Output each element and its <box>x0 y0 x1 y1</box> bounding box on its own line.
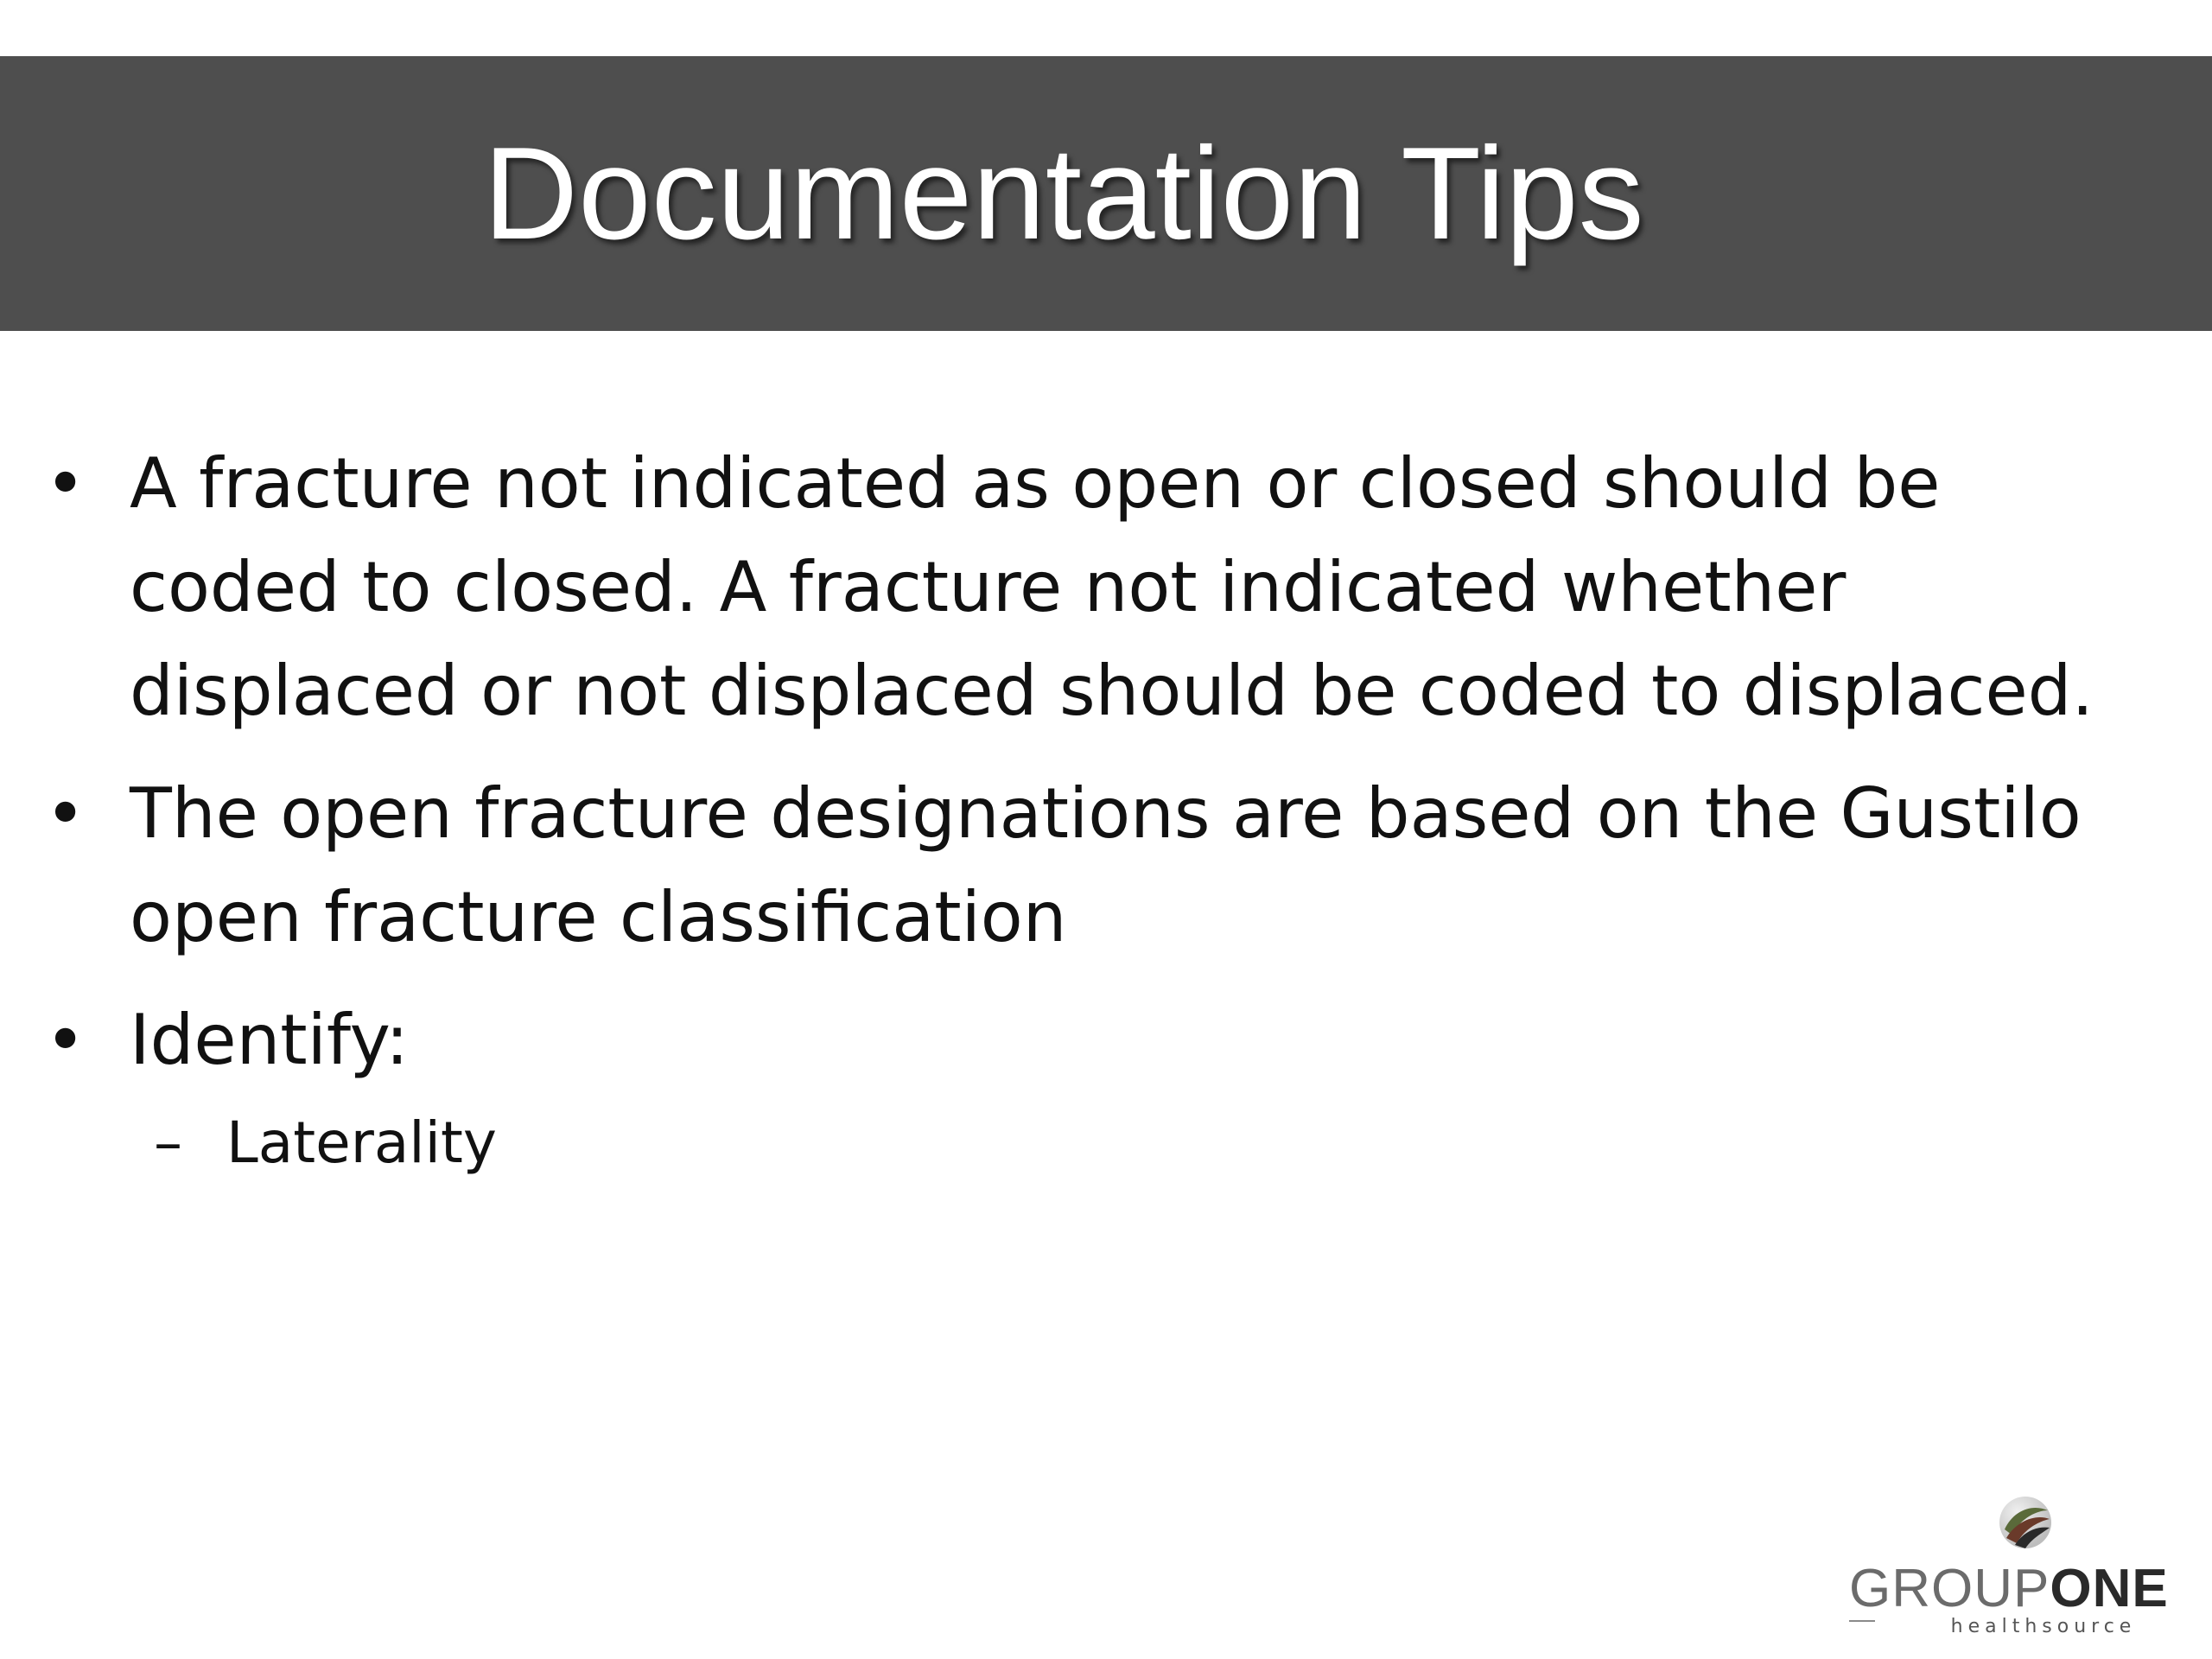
slide-title: Documentation Tips <box>483 120 1644 267</box>
bullet-marker: • <box>45 443 86 524</box>
bullet-marker: • <box>45 1000 86 1080</box>
bullet-item-3 <box>0 988 2108 1092</box>
sub-bullet-text: Laterality <box>226 1109 497 1176</box>
sub-bullet-item-1 <box>0 1096 2108 1191</box>
title-bar <box>0 56 2212 331</box>
logo-wordmark <box>1849 1559 2195 1619</box>
sub-bullet-marker: – <box>154 1109 182 1176</box>
logo-word-group: GROUP <box>1849 1559 2050 1618</box>
bullet-text: Identify: <box>130 1000 410 1080</box>
bullet-item-2 <box>0 762 2108 969</box>
logo-tagline: healthsource <box>1950 1616 2137 1637</box>
groupone-logo <box>1849 1495 2195 1642</box>
bullet-text: A fracture not indicated as open or closed should be coded to closed. A fracture not indicated whether displaced or not displaced should be coded to displaced. <box>130 443 2094 731</box>
bullet-marker: • <box>45 773 86 854</box>
slide-body <box>0 432 2108 1191</box>
logo-word-one: ONE <box>2050 1559 2169 1618</box>
sphere-icon <box>1998 1495 2053 1550</box>
bullet-item-1 <box>0 432 2108 743</box>
bullet-text: The open fracture designations are based on the Gustilo open fracture classification <box>130 773 2082 957</box>
